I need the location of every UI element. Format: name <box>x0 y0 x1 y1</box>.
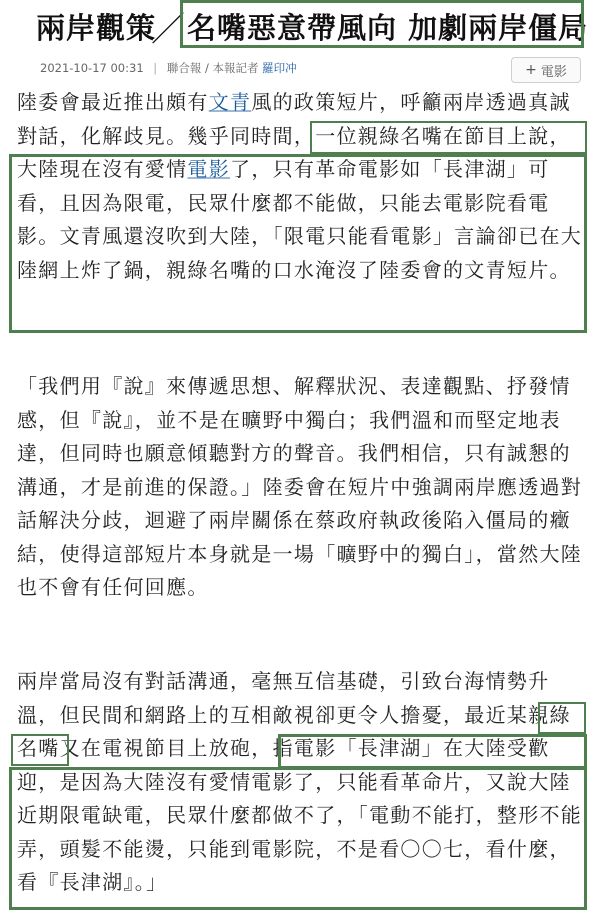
article-paragraph-1 <box>17 86 585 287</box>
follow-topic-button[interactable] <box>511 57 581 83</box>
follow-topic-label: 電影 <box>540 64 567 80</box>
meta-separator: | <box>153 61 158 75</box>
headline-title: 名嘴惡意帶風向 加劇兩岸僵局 <box>187 11 589 45</box>
publish-datetime: 2021-10-17 00:31 <box>40 61 144 75</box>
tag-link-movie[interactable]: 電影 <box>187 157 231 181</box>
headline-slash: ／ <box>151 10 185 50</box>
byline-prefix: 本報記者 <box>212 61 259 75</box>
article-paragraph-3: 兩岸當局沒有對話溝通，毫無互信基礎，引致台海情勢升溫，但民間和網路上的互相敵視卻更令人擔憂，最近某親綠名嘴又在電視節目上放砲，指電影「長津湖」在大陸受歡迎，是因為大陸沒有愛情電影了，只能看革命片，又說大陸近期限電缺電，民眾什麼都做不了，「電動不能打，整形不能弄，頭髮不能燙，只能到電影院，不是看〇〇七，看什麼，看『長津湖』。」 <box>17 669 583 894</box>
article-meta <box>40 60 297 76</box>
paragraph-text: 風的政策短片，呼籲兩岸透過真誠對話，化解歧見。幾乎同時間，一位親綠名嘴在節目上說，大陸現在沒有愛情 <box>17 90 571 181</box>
plus-icon: + <box>525 62 537 78</box>
article-paragraph-2: 「我們用『說』來傳遞思想、解釋狀況、表達觀點、抒發情感，但『說』，並不是在曠野中獨白；我們溫和而堅定地表達，但同時也願意傾聽對方的聲音。我們相信，只有誠懇的溝通，才是前進的保證。」陸委會在短片中強調兩岸應透過對話解決分歧，迴避了兩岸關係在蔡政府執政後陷入僵局的癥結，使得這部短片本身就是一場「曠野中的獨白」，當然大陸也不會有任何回應。 <box>17 374 583 599</box>
tag-link-wenqing[interactable]: 文青 <box>208 90 252 114</box>
headline <box>0 0 595 48</box>
headline-column-name: 兩岸觀策 <box>36 11 157 45</box>
paragraph-text: 陸委會最近推出頗有 <box>17 90 209 114</box>
author-link[interactable]: 羅印冲 <box>262 61 297 75</box>
meta-slash: / <box>204 61 213 75</box>
paragraph-text: 了，只有革命電影如「長津湖」可看，且因為限電，民眾什麼都不能做，只能去電影院看電影。文青風還沒吹到大陸，「限電只能看電影」言論卻已在大陸網上炸了鍋，親綠名嘴的口水淹沒了陸委會的文青短片。 <box>17 157 583 282</box>
source-name: 聯合報 <box>166 61 202 75</box>
